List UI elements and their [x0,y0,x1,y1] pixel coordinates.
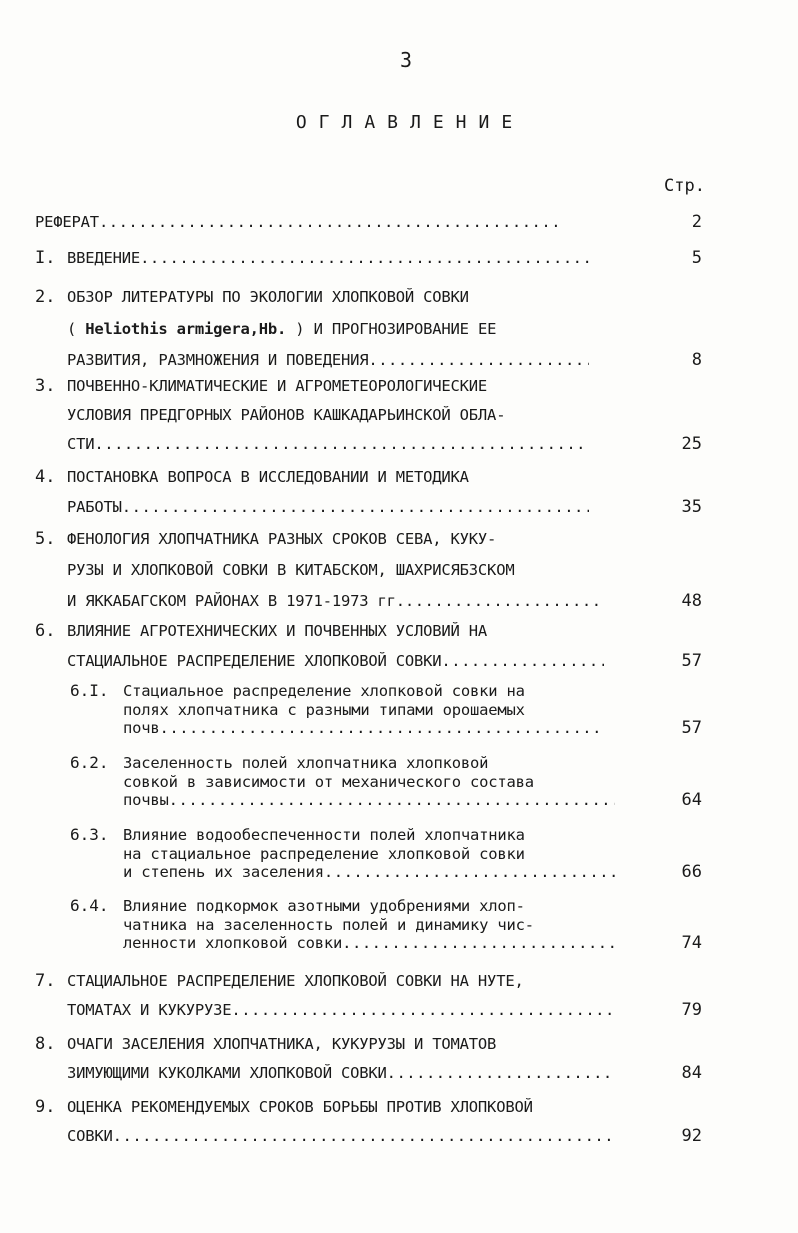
entry-number: 6.4. [70,896,109,915]
entry-line: ФЕНОЛОГИЯ ХЛОПЧАТНИКА РАЗНЫХ СРОКОВ СЕВА, КУКУ- [67,530,497,548]
entry-line: И ЯККАБАГСКОМ РАЙОНАХ В 1971-1973 гг. [67,592,405,610]
entry-line: ВЛИЯНИЕ АГРОТЕХНИЧЕСКИХ И ПОЧВЕННЫХ УСЛОВИЙ НА [67,622,488,640]
entry-title [67,372,589,459]
leader-dots [342,934,615,953]
entry-page-number: 35 [681,497,702,517]
entry-line: СОВКИ [67,1127,113,1145]
entry-title [123,826,615,882]
entry-title [123,682,603,738]
entry-line: ( Heliothis armigera,Hb. ) И ПРОГНОЗИРОВАНИЕ ЕЕ [67,319,497,338]
entry-line: ленности хлопковой совки [123,934,343,952]
leader-dots [113,1122,612,1151]
leader-dots [231,996,612,1025]
entry-number: 9. [35,1097,56,1117]
leader-dots [94,430,589,459]
entry-number: 5. [35,529,56,549]
entry-line: РЕФЕРАТ [35,213,99,231]
entry-title [67,617,604,676]
toc-title: ОГЛАВЛЕНИЕ [295,112,525,133]
entry-line: РАЗВИТИЯ, РАЗМНОЖЕНИЯ И ПОВЕДЕНИЯ [67,351,369,369]
page-number: 3 [399,48,413,72]
leader-dots [324,863,615,882]
leader-dots [405,586,604,617]
entry-number: 4. [35,467,56,487]
entry-title [123,754,615,810]
entry-line: и степень их заселения [123,863,324,881]
entry-line: РАБОТЫ [67,498,122,516]
entry-line: почв [123,719,160,737]
entry-line: Влияние подкормок азотными удобрениями хлоп- [123,897,525,915]
entry-line: чатника на заселенность полей и динамику чис- [123,915,534,934]
entry-line: ОБЗОР ЛИТЕРАТУРЫ ПО ЭКОЛОГИИ ХЛОПКОВОЙ СОВКИ [67,288,469,306]
entry-title [67,967,612,1025]
entry-title [67,462,589,522]
entry-line: СТАЦИАЛЬНОЕ РАСПРЕДЕЛЕНИЕ ХЛОПКОВОЙ СОВКИ НА НУТЕ, [67,972,524,990]
entry-line: ОЦЕНКА РЕКОМЕНДУЕМЫХ СРОКОВ БОРЬБЫ ПРОТИВ ХЛОПКОВОЙ [67,1098,533,1116]
entry-title [123,897,615,953]
entry-title [67,244,589,273]
entry-page-number: 84 [681,1063,702,1083]
entry-number: 2. [35,287,56,307]
leader-dots [160,719,603,738]
entry-line: ЗИМУЮЩИМИ КУКОЛКАМИ ХЛОПКОВОЙ СОВКИ [67,1064,387,1082]
entry-line: ОЧАГИ ЗАСЕЛЕНИЯ ХЛОПЧАТНИКА, КУКУРУЗЫ И ТОМАТОВ [67,1035,497,1053]
entry-title [35,208,557,237]
leader-dots [441,647,604,677]
entry-page-number: 92 [681,1126,702,1146]
entry-line: Стациальное распределение хлопковой совки на [123,682,525,700]
leader-dots [140,244,589,273]
entry-number: I. [35,248,56,268]
entry-number: 6.3. [70,825,109,844]
entry-title [67,1093,612,1151]
entry-line: УСЛОВИЯ ПРЕДГОРНЫХ РАЙОНОВ КАШКАДАРЬИНСКОЙ ОБЛА- [67,406,506,424]
entry-number: 6.I. [70,681,109,700]
entry-page-number: 66 [681,862,702,882]
entry-page-number: 48 [681,591,702,611]
entry-page-number: 5 [691,248,702,268]
page-column-header: Стр. [664,176,705,196]
leader-dots [387,1059,612,1088]
leader-dots [122,492,589,522]
entry-line: ВВЕДЕНИЕ [67,249,141,267]
entry-line: СТАЦИАЛЬНОЕ РАСПРЕДЕЛЕНИЕ ХЛОПКОВОЙ СОВКИ [67,651,442,670]
entry-number: 6. [35,621,56,641]
entry-line: ПОСТАНОВКА ВОПРОСА В ИССЛЕДОВАНИИ И МЕТОДИКА [67,468,469,486]
entry-page-number: 25 [681,434,702,454]
entry-page-number: 74 [681,933,702,953]
entry-line: полях хлопчатника с разными типами орошаемых [123,700,525,719]
entry-line: на стациальное распределение хлопковой совки [123,844,525,863]
entry-line: ТОМАТАХ И КУКУРУЗЕ [67,1001,232,1019]
entry-page-number: 64 [681,790,702,810]
entry-number: 3. [35,376,56,396]
entry-number: 7. [35,971,56,991]
entry-line: совкой в зависимости от механического состава [123,772,534,791]
entry-title [67,524,604,617]
entry-line: ПОЧВЕННО-КЛИМАТИЧЕСКИЕ И АГРОМЕТЕОРОЛОГИЧЕСКИЕ [67,377,488,395]
leader-dots [169,791,615,810]
entry-page-number: 57 [681,650,702,671]
entry-number: 8. [35,1034,56,1054]
entry-title [67,282,589,377]
entry-line: Влияние водообеспеченности полей хлопчатника [123,826,525,844]
entry-line: РУЗЫ И ХЛОПКОВОЙ СОВКИ В КИТАБСКОМ, ШАХРИСЯБЗСКОМ [67,561,515,579]
entry-page-number: 2 [691,212,702,232]
entry-page-number: 57 [681,718,702,738]
entry-line: СТИ [67,435,95,453]
entry-number: 6.2. [70,753,109,772]
entry-title [67,1030,612,1088]
leader-dots [99,208,557,237]
entry-line: почвы [123,791,169,809]
entry-line: Заселенность полей хлопчатника хлопковой [123,754,489,772]
entry-page-number: 8 [691,350,702,370]
entry-page-number: 79 [681,1000,702,1020]
